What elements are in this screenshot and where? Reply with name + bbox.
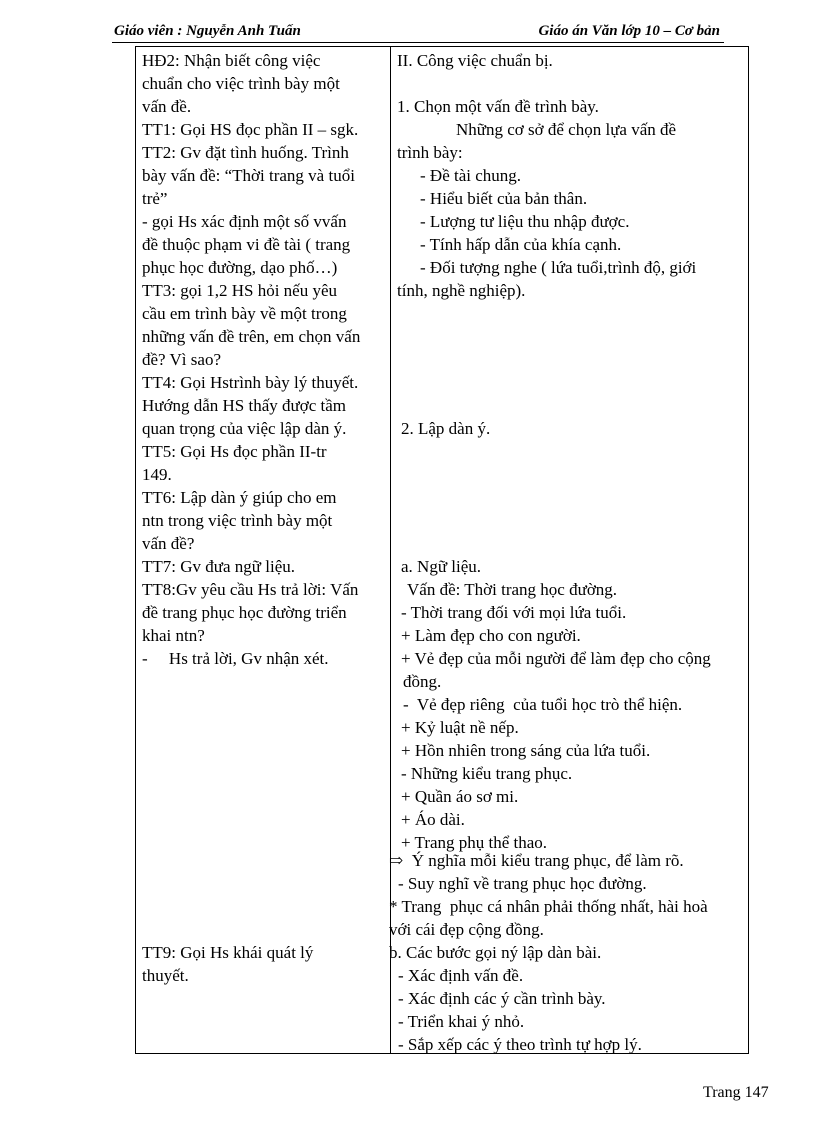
right-line: - Xác định các ý cần trình bày.: [398, 989, 606, 1008]
right-line: + Hồn nhiên trong sáng của lứa tuổi.: [401, 741, 651, 760]
right-line: trình bày:: [397, 143, 463, 162]
left-line: TT3: gọi 1,2 HS hỏi nếu yêu: [142, 281, 338, 300]
lesson-table: [135, 46, 749, 1054]
left-line: chuẩn cho việc trình bày một: [142, 74, 340, 93]
right-line: - Triển khai ý nhỏ.: [398, 1012, 525, 1031]
right-line: + Áo dài.: [401, 810, 465, 829]
right-line: 2. Lập dàn ý.: [401, 419, 491, 438]
right-line: với cái đẹp cộng đồng.: [389, 920, 544, 939]
left-line: HĐ2: Nhận biết công việc: [142, 51, 321, 70]
right-line: a. Ngữ liệu.: [401, 557, 482, 576]
right-line: Những cơ sở để chọn lựa vấn đề: [456, 120, 677, 139]
right-line: Vấn đề: Thời trang học đường.: [407, 580, 618, 599]
left-line: TT1: Gọi HS đọc phần II – sgk.: [142, 120, 359, 139]
right-line: - Xác định vấn đề.: [398, 966, 524, 985]
left-line: vấn đề.: [142, 97, 192, 116]
right-line: II. Công việc chuẩn bị.: [397, 51, 553, 70]
page-header: [112, 20, 724, 43]
right-line: - Vẻ đẹp riêng của tuổi học trò thể hiện.: [403, 695, 683, 714]
left-line: - Hs trả lời, Gv nhận xét.: [142, 649, 329, 668]
right-line: - Thời trang đối với mọi lứa tuổi.: [401, 603, 627, 622]
left-line: đề? Vì sao?: [142, 350, 221, 369]
left-line: vấn đề?: [142, 534, 195, 553]
right-line: + Trang phụ thể thao.: [401, 833, 548, 852]
left-line: thuyết.: [142, 966, 189, 985]
left-line: - gọi Hs xác định một số vvấn: [142, 212, 347, 231]
right-line: - Đối tượng nghe ( lứa tuổi,trình độ, giới: [420, 258, 697, 277]
right-line: - Đề tài chung.: [420, 166, 522, 185]
right-line: - Sắp xếp các ý theo trình tự hợp lý.: [398, 1035, 642, 1054]
right-line: - Những kiểu trang phục.: [401, 764, 573, 783]
left-line: bày vấn đề: “Thời trang và tuổi: [142, 166, 355, 185]
left-line: những vấn đề trên, em chọn vấn: [142, 327, 361, 346]
right-line: - Lượng tư liệu thu nhập được.: [420, 212, 630, 231]
left-line: khai ntn?: [142, 626, 205, 645]
right-line: * Trang phục cá nhân phải thống nhất, hài hoà: [389, 897, 708, 916]
right-line: ⇨ Ý nghĩa mỗi kiểu trang phục, để làm rõ.: [389, 851, 684, 870]
page-number: Trang 147: [703, 1084, 769, 1101]
right-line: đồng.: [403, 672, 442, 691]
left-line: phục học đường, dạo phố…): [142, 258, 338, 277]
left-line: quan trọng của việc lập dàn ý.: [142, 419, 347, 438]
left-line: TT4: Gọi Hstrình bày lý thuyết.: [142, 373, 359, 392]
left-line: cầu em trình bày về một trong: [142, 304, 347, 323]
left-line: TT7: Gv đưa ngữ liệu.: [142, 557, 295, 576]
left-line: đề trang phục học đường triển: [142, 603, 347, 622]
left-line: TT8:Gv yêu cầu Hs trả lời: Vấn: [142, 580, 359, 599]
right-line: tính, nghề nghiệp).: [397, 281, 526, 300]
right-line: + Làm đẹp cho con người.: [401, 626, 581, 645]
right-line: b. Các bước gọi ný lập dàn bài.: [389, 943, 602, 962]
right-line: + Quần áo sơ mi.: [401, 787, 519, 806]
left-line: ntn trong việc trình bày một: [142, 511, 333, 530]
left-line: trẻ”: [142, 189, 168, 208]
left-line: đề thuộc phạm vi đề tài ( trang: [142, 235, 351, 254]
left-line: TT5: Gọi Hs đọc phần II-tr: [142, 442, 327, 461]
left-line: 149.: [142, 465, 172, 484]
document-title: Giáo án Văn lớp 10 – Cơ bản: [538, 23, 720, 39]
right-line: 1. Chọn một vấn đề trình bày.: [397, 97, 599, 116]
left-line: TT2: Gv đặt tình huống. Trình: [142, 143, 349, 162]
right-line: - Tính hấp dẫn của khía cạnh.: [420, 235, 622, 254]
right-line: - Hiểu biết của bản thân.: [420, 189, 588, 208]
right-line: - Suy nghĩ về trang phục học đường.: [398, 874, 647, 893]
teacher-name: Giáo viên : Nguyễn Anh Tuấn: [114, 23, 301, 39]
left-line: Hướng dẫn HS thấy được tầm: [142, 396, 347, 415]
left-line: TT9: Gọi Hs khái quát lý: [142, 943, 314, 962]
left-line: TT6: Lập dàn ý giúp cho em: [142, 488, 337, 507]
right-line: + Kỷ luật nề nếp.: [401, 718, 519, 737]
right-line: + Vẻ đẹp của mỗi người để làm đẹp cho cộng: [401, 649, 711, 668]
